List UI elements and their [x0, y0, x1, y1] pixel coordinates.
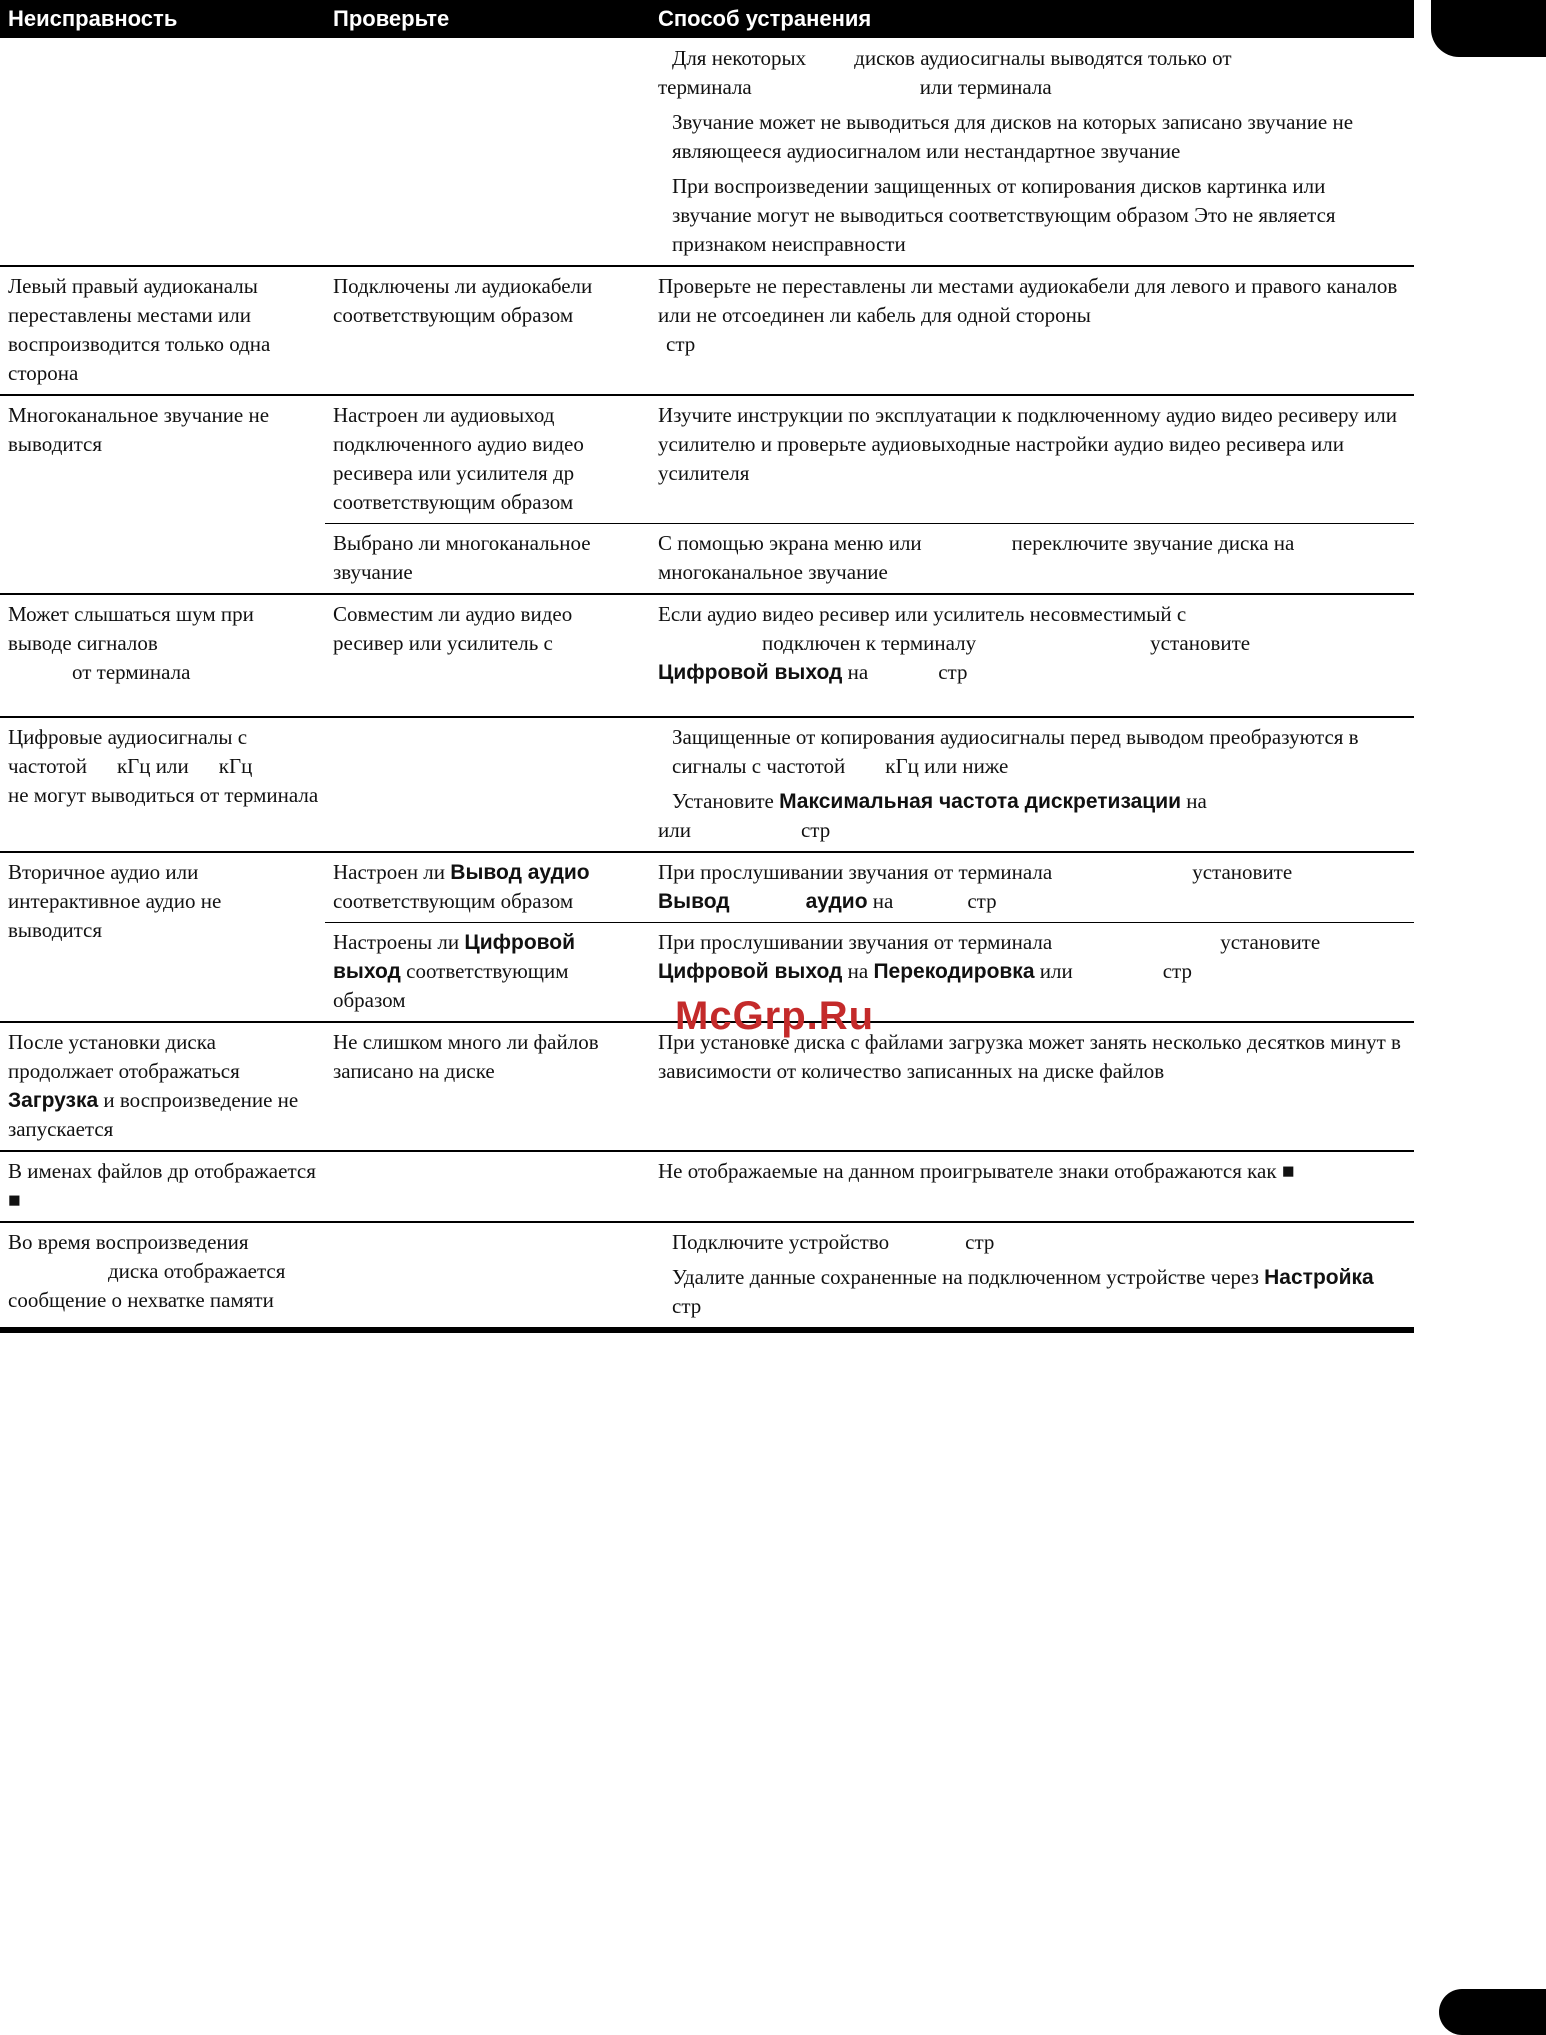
check-cell [325, 717, 650, 852]
page-number-marker [1439, 1989, 1546, 2035]
setting-name: Цифровой выход [333, 931, 576, 983]
remedy-text: на [847, 660, 869, 684]
problem-text: от терминала [72, 660, 191, 684]
status-name: Загрузка [8, 1089, 99, 1112]
remedy-text: дисков аудиосигналы выводятся только от [854, 46, 1232, 70]
header-remedy: Способ устранения [650, 0, 1414, 38]
remedy-text: или [658, 818, 691, 842]
remedy-text: Проверьте не переставлены ли местами аудиокабели для левого и правого каналов или не отсоединен ли кабель для одной стороны [658, 274, 1398, 327]
check-cell [325, 852, 650, 923]
problem-cell [0, 1222, 325, 1330]
page-ref: стр [800, 818, 831, 842]
check-cell [325, 1222, 650, 1330]
chapter-tab-marker [1431, 0, 1546, 57]
square-symbol-icon: ■ [1281, 1159, 1295, 1183]
remedy-cell [650, 594, 1414, 717]
setting-name: Максимальная частота дискретизации [779, 790, 1182, 813]
problem-text: Цифровые аудиосигналы с частотой [8, 725, 248, 778]
table-row [0, 717, 1414, 852]
problem-text: В именах файлов др отображается [8, 1159, 316, 1183]
remedy-text: При прослушивании звучания от терминала [658, 930, 1053, 954]
problem-cell [0, 1151, 325, 1222]
remedy-cell [650, 852, 1414, 923]
remedy-cell: Изучите инструкции по эксплуатации к подключенному аудио видео ресиверу или усилителю и проверьте аудиовыходные настройки аудио видео ресивера или усилителя [650, 395, 1414, 524]
problem-cell: Левый правый аудиоканалы переставлены местами или воспроизводится только одна сторона [0, 266, 325, 395]
problem-cell: Многоканальное звучание не выводится [0, 395, 325, 594]
problem-text: не могут выводиться от терминала [8, 783, 319, 807]
page-ref: стр [672, 1294, 702, 1318]
remedy-cell [650, 717, 1414, 852]
remedy-cell [650, 524, 1414, 595]
remedy-cell: При установке диска с файлами загрузка может занять несколько десятков минут в зависимости от количество записанных на диске файлов [650, 1022, 1414, 1151]
check-cell: Выбрано ли многоканальное звучание [325, 524, 650, 595]
check-text: Настроен ли [333, 860, 446, 884]
problem-text: кГц или [116, 754, 189, 778]
setting-name: Настройка [1264, 1266, 1374, 1289]
page-ref: стр [666, 332, 696, 356]
header-problem: Неисправность [0, 0, 325, 38]
table-row [0, 852, 1414, 923]
table-row [0, 395, 1414, 524]
remedy-cell [650, 266, 1414, 395]
remedy-text: установите [1220, 930, 1321, 954]
remedy-text: на [872, 889, 894, 913]
remedy-text: Звучание может не выводиться для дисков на которых записано звучание не являющееся аудиосигналом или нестандартное звучание [672, 110, 1354, 163]
problem-text: Во время воспроизведения [8, 1230, 249, 1254]
setting-name: Вывод [658, 890, 730, 913]
check-cell [325, 1151, 650, 1222]
remedy-text: кГц или ниже [885, 754, 1009, 778]
setting-name: аудио [805, 890, 868, 913]
remedy-text: Подключите устройство [672, 1230, 890, 1254]
watermark-text: McGrp.Ru [675, 994, 875, 1038]
setting-name: Цифровой выход [658, 960, 843, 983]
remedy-text: Защищенные от копирования аудиосигналы перед выводом преобразуются в сигналы с частотой [672, 725, 1359, 778]
problem-cell [0, 594, 325, 717]
remedy-text: на [847, 959, 869, 983]
remedy-cell [650, 1222, 1414, 1330]
check-cell [325, 923, 650, 1023]
remedy-text: Не отображаемые на данном проигрывателе знаки отображаются как [658, 1159, 1277, 1183]
problem-text: Может слышаться шум при выводе сигналов [8, 602, 254, 655]
remedy-text: При воспроизведении защищенных от копирования дисков картинка или звучание могут не выводиться соответствующим образом Это не является признаком неисправности [672, 174, 1336, 256]
setting-name: Перекодировка [873, 960, 1035, 983]
remedy-text: установите [1150, 631, 1251, 655]
problem-cell [0, 717, 325, 852]
page-ref: стр [938, 660, 968, 684]
problem-cell [0, 1022, 325, 1151]
remedy-cell [650, 38, 1414, 266]
table-row [0, 1222, 1414, 1330]
table-row [0, 266, 1414, 395]
check-text: соответствующим образом [333, 959, 569, 1012]
remedy-text: Удалите данные сохраненные на подключенном устройстве через [672, 1265, 1259, 1289]
page-ref: стр [1162, 959, 1192, 983]
problem-text: кГц [218, 754, 253, 778]
remedy-text: или [1039, 959, 1073, 983]
page-ref: стр [965, 1230, 995, 1254]
check-cell: Совместим ли аудио видео ресивер или усилитель с [325, 594, 650, 717]
remedy-text: на [1186, 789, 1207, 813]
table-row [0, 594, 1414, 717]
square-symbol-icon: ■ [8, 1188, 21, 1212]
remedy-text: подключен к терминалу [762, 631, 977, 655]
problem-cell [0, 38, 325, 266]
check-cell: Не слишком много ли файлов записано на диске [325, 1022, 650, 1151]
table-row [0, 38, 1414, 266]
check-cell [325, 38, 650, 266]
problem-cell: Вторичное аудио или интерактивное аудио не выводится [0, 852, 325, 1022]
check-cell: Настроен ли аудиовыход подключенного аудио видео ресивера или усилителя др соответствующим образом [325, 395, 650, 524]
problem-text: диска отображается сообщение о нехватке памяти [8, 1259, 286, 1312]
check-text: Настроены ли [333, 930, 460, 954]
check-cell: Подключены ли аудиокабели соответствующим образом [325, 266, 650, 395]
check-text: соответствующим образом [333, 889, 574, 913]
remedy-text: Для некоторых [672, 46, 807, 70]
table-row [0, 1151, 1414, 1222]
remedy-text: Установите [672, 789, 774, 813]
problem-text: и воспроизведение не запускается [8, 1088, 299, 1141]
remedy-text: установите [1192, 860, 1293, 884]
header-check: Проверьте [325, 0, 650, 38]
remedy-text: терминала [658, 75, 752, 99]
remedy-text: С помощью экрана меню или [658, 531, 922, 555]
remedy-text: При прослушивании звучания от терминала [658, 860, 1053, 884]
setting-name: Вывод аудио [450, 861, 590, 884]
table-row [0, 1022, 1414, 1151]
setting-name: Цифровой выход [658, 661, 843, 684]
page-ref: стр [967, 889, 997, 913]
remedy-text: или терминала [919, 75, 1052, 99]
remedy-text: Если аудио видео ресивер или усилитель несовместимый с [658, 602, 1187, 626]
remedy-cell [650, 1151, 1414, 1222]
table-header [0, 0, 1414, 38]
remedy-text: переключите звучание диска на многоканальное звучание [658, 531, 1295, 584]
problem-text: После установки диска продолжает отображаться [8, 1030, 240, 1083]
